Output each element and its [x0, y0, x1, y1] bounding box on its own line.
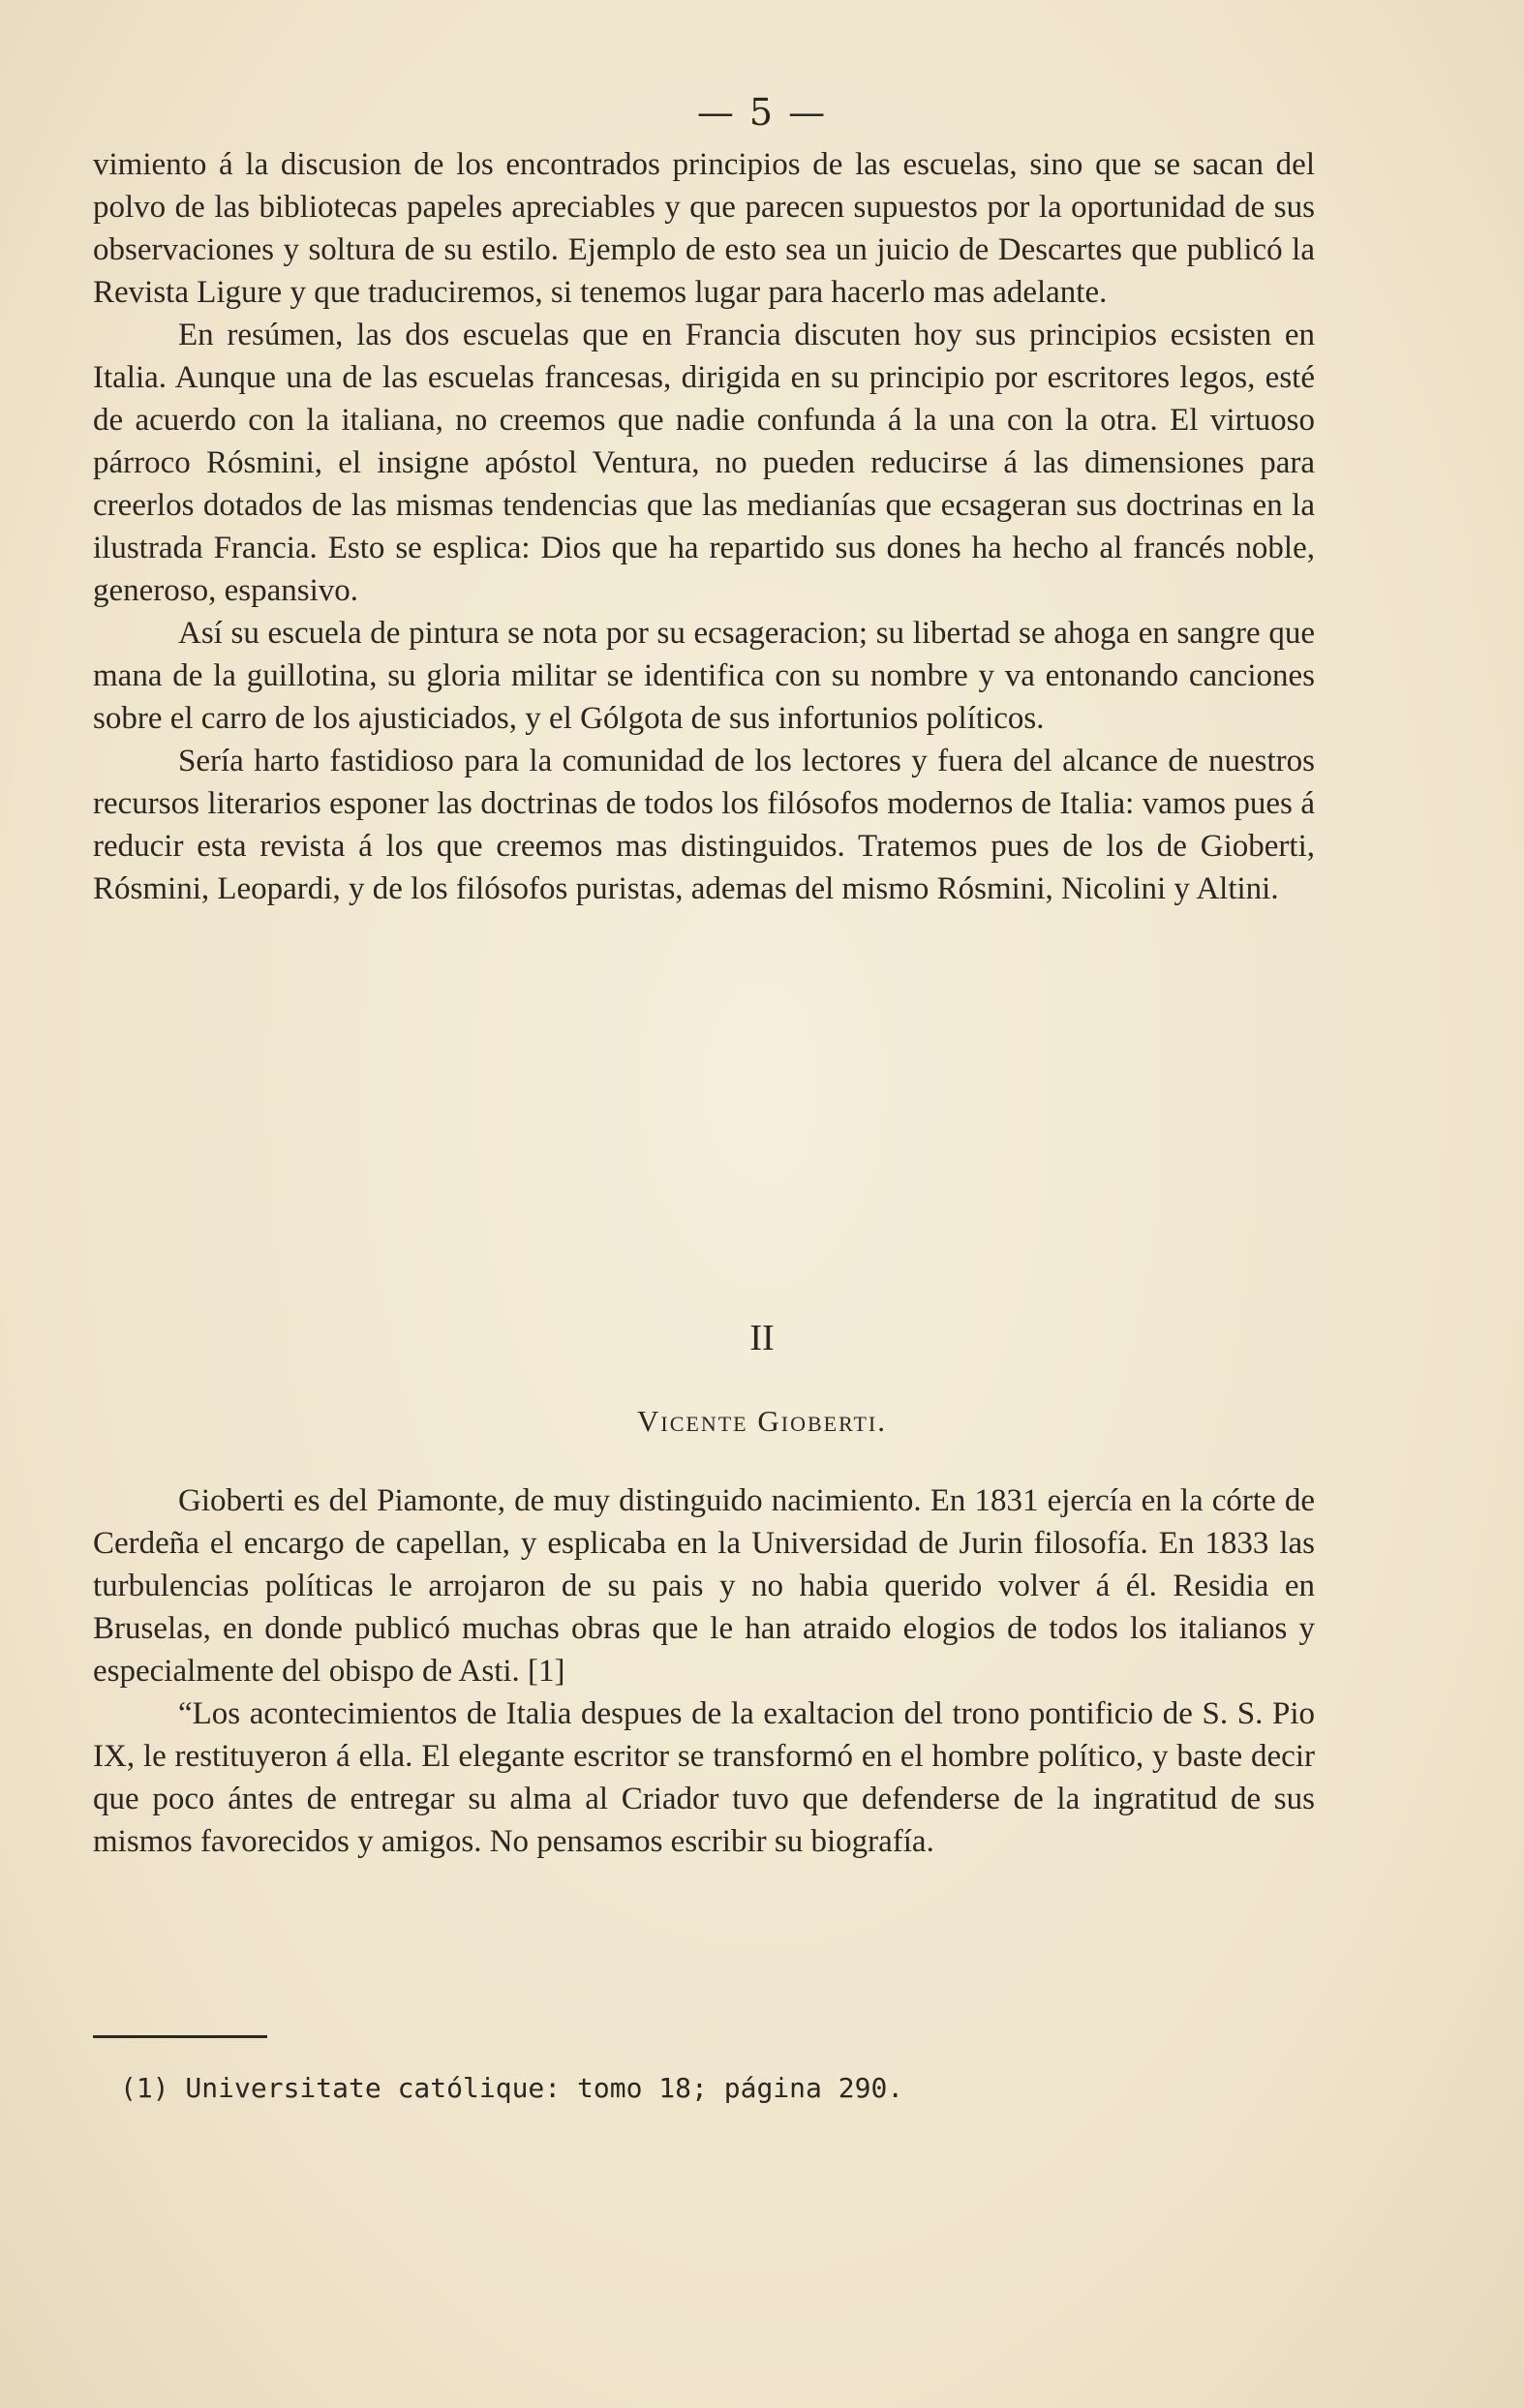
paragraph: Sería harto fastidioso para la comunidad de los lectores y fuera del alcance de nuestros recursos literarios esponer las doctrinas de todos los filósofos modernos de Italia: vamos pues á reducir esta revista á los que creemos mas distinguidos. Tratemos pues de los de Gioberti, Rósmini, Leopardi, y de los filósofos puristas, ademas del mismo Rósmini, Nicolini y Altini. — [93, 744, 1315, 906]
page-number: — 5 — — [696, 91, 828, 134]
paragraph: Así su escuela de pintura se nota por su ecsageracion; su libertad se ahoga en sangre que mana de la guillotina, su gloria militar se identifica con su nombre y va entonando canciones sobre el carro de los ajusticiados, y el Gólgota de sus infortunios políticos. — [93, 616, 1315, 736]
section-numeral: II — [749, 1318, 775, 1358]
paragraph: En resúmen, las dos escuelas que en Francia discuten hoy sus principios ecsisten en Italia. Aunque una de las escuelas francesas, dirigida en su principio por escritores legos, esté de acuerdo con la italiana, no creemos que nadie confunda á la una con la otra. El virtuoso párroco Rósmini, el insigne apóstol Ventura, no pueden reducirse á las dimensiones para creerlos dotados de las mismas tendencias que las medianías que ecsageran sus doctrinas en la ilustrada Francia. Esto se esplica: Dios que ha repartido sus dones ha hecho al francés noble, generoso, espansivo. — [93, 318, 1315, 608]
paragraph: “Los acontecimientos de Italia despues de la exaltacion del trono pontificio de S. S. Pio IX, le restituyeron á ella. El elegante escritor se transformó en el hombre político, y baste decir que poco ántes de entregar su alma al Criador tuvo que defenderse de la ingratitud de sus mismos favorecidos y amigos. No pensamos escribir su biografía. — [93, 1696, 1315, 1859]
footnote-divider — [93, 2035, 267, 2038]
body-text-bottom — [93, 1479, 1315, 1863]
footnote: (1) Universitate católique: tomo 18; página 290. — [120, 2072, 904, 2104]
paragraph: vimiento á la discusion de los encontrados principios de las escuelas, sino que se sacan del polvo de las bibliotecas papeles apreciables y que parecen supuestos por la oportunidad de sus observaciones y soltura de su estilo. Ejemplo de esto sea un juicio de Descartes que publicó la Revista Ligure y que traduciremos, si tenemos lugar para hacerlo mas adelante. — [93, 147, 1315, 310]
body-text-top — [93, 143, 1315, 910]
paragraph: Gioberti es del Piamonte, de muy distinguido nacimiento. En 1831 ejercía en la córte de Cerdeña el encargo de capellan, y esplicaba en la Universidad de Jurin filosofía. En 1833 las turbulencias políticas le arrojaron de su pais y no habia querido volver á él. Residia en Bruselas, en donde publicó muchas obras que le han atraido elogios de todos los italianos y especialmente del obispo de Asti. [1] — [93, 1483, 1315, 1689]
section-subtitle: Vicente Gioberti. — [637, 1404, 887, 1438]
